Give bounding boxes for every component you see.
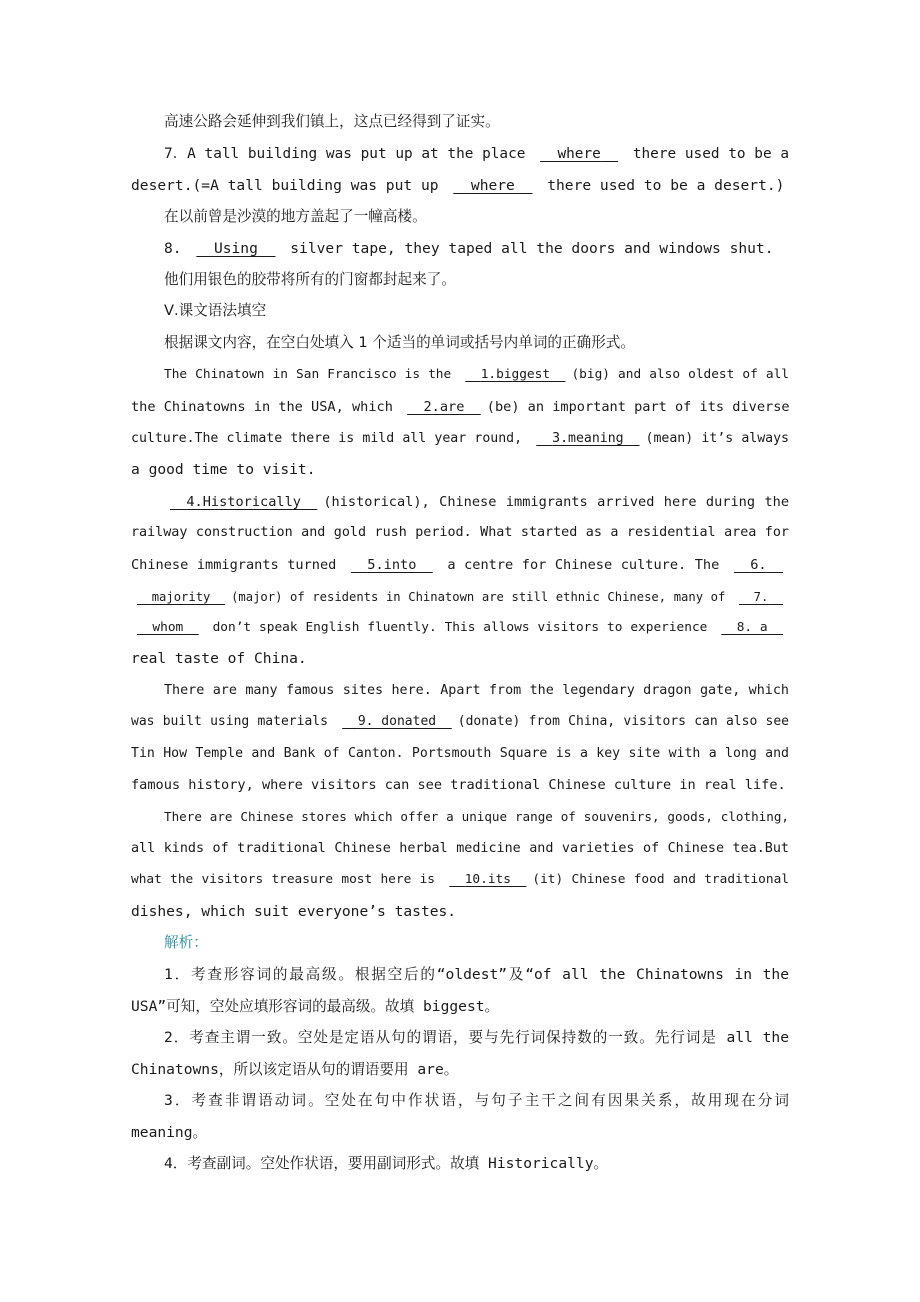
passage-p4-line2: all kinds of traditional Chinese herbal medicine and varieties of Chinese tea.But [131,841,789,856]
passage-p1-line4: a good time to visit. [131,461,316,478]
answer-blank-6-end: majority [151,590,211,604]
answer-blank-3: 3.meaning [552,431,624,446]
ex7-answer-blank: where [557,146,601,162]
passage-p2-line6: real taste of China. [131,650,307,667]
analysis-note-2-line2: Chinatowns，所以该定语从句的谓语要用 are。 [131,1061,459,1078]
ex6-translation: 高速公路会延伸到我们镇上，这点已经得到了证实。 [164,113,500,130]
analysis-note-1-line2: USA”可知，空处应填形容词的最高级。故填 biggest。 [131,998,500,1015]
answer-blank-4: 4.Historically [186,494,301,510]
answer-blank-2: 2.are [423,399,465,415]
ex7-answer-blank-2: where [470,177,515,194]
analysis-label: 解析： [164,934,208,951]
passage-p2-line4: majority (major) of residents in Chinatown are still ethnic Chinese, many of 7. [131,585,789,609]
passage-p1-line1: The Chinatown in San Francisco is the 1.biggest (big) and also oldest of all [164,363,789,387]
answer-blank-7-start: 7. [753,590,769,604]
passage-p3-line3: Tin How Temple and Bank of Canton. Portsmouth Square is a key site with a long and [131,746,789,761]
passage-p2-line1: 4.Historically (historical), Chinese immigrants arrived here during the [164,490,789,514]
answer-blank-5: 5.into [367,557,417,573]
passage-p1-line3: culture.The climate there is mild all year round, 3.meaning (mean) it’s always [131,427,789,451]
ex7-sentence-line1: 7．A tall building was put up at the place where there used to be a [164,142,789,166]
ex7-translation: 在以前曾是沙漠的地方盖起了一幢高楼。 [164,208,427,225]
section5-heading: Ⅴ.课文语法填空 [164,302,267,319]
answer-blank-9: 9. donated [357,714,437,729]
passage-p3-line4: famous history, where visitors can see traditional Chinese culture in real life. [131,777,786,793]
ex8-answer-blank: Using [213,240,258,257]
answer-blank-7-end: whom [152,620,184,635]
passage-p4-line1: There are Chinese stores which offer a unique range of souvenirs, goods, clothing, [164,809,789,824]
ex8-sentence: 8. Using silver tape, they taped all the doors and windows shut. [164,237,789,261]
answer-blank-8: 8. a [736,620,768,635]
passage-p2-line3: Chinese immigrants turned 5.into a centre for Chinese culture. The 6. [131,553,789,577]
passage-p3-line2: was built using materials 9. donated (donate) from China, visitors can also see [131,710,789,734]
passage-p3-line1: There are many famous sites here. Apart from the legendary dragon gate, which [164,683,789,698]
passage-p2-line5: whom don’t speak English fluently. This allows visitors to experience 8. a [131,616,789,640]
section5-instruction: 根据课文内容，在空白处填入 1 个适当的单词或括号内单词的正确形式。 [164,334,635,351]
answer-blank-10: 10.its [464,872,511,887]
passage-p1-line2: the Chinatowns in the USA, which 2.are (be) an important part of its diverse [131,395,789,419]
ex7-sentence-line2: desert.(=A tall building was put up where there used to be a desert.) [131,174,789,198]
analysis-note-4: 4．考查副词。空处作状语，要用副词形式。故填 Historically。 [164,1155,609,1172]
passage-p4-line4: dishes, which suit everyone’s tastes. [131,903,457,920]
answer-blank-6-start: 6. [750,557,767,573]
analysis-note-3-line2: meaning。 [131,1124,208,1141]
analysis-note-1-line1: 1．考查形容词的最高级。根据空后的“oldest”及“of all the Chinatowns in the [164,966,789,983]
analysis-note-3-line1: 3．考查非谓语动词。空处在句中作状语，与句子主干之间有因果关系，故用现在分词 [164,1092,789,1109]
passage-p2-line2: railway construction and gold rush period. What started as a residential area for [131,525,789,540]
ex8-translation: 他们用银色的胶带将所有的门窗都封起来了。 [164,271,456,288]
answer-blank-1: 1.biggest [480,367,551,382]
passage-p4-line3: what the visitors treasure most here is 10.its (it) Chinese food and traditional [131,868,789,892]
analysis-note-2-line1: 2．考查主谓一致。空处是定语从句的谓语，要与先行词保持数的一致。先行词是 all the [164,1029,789,1046]
